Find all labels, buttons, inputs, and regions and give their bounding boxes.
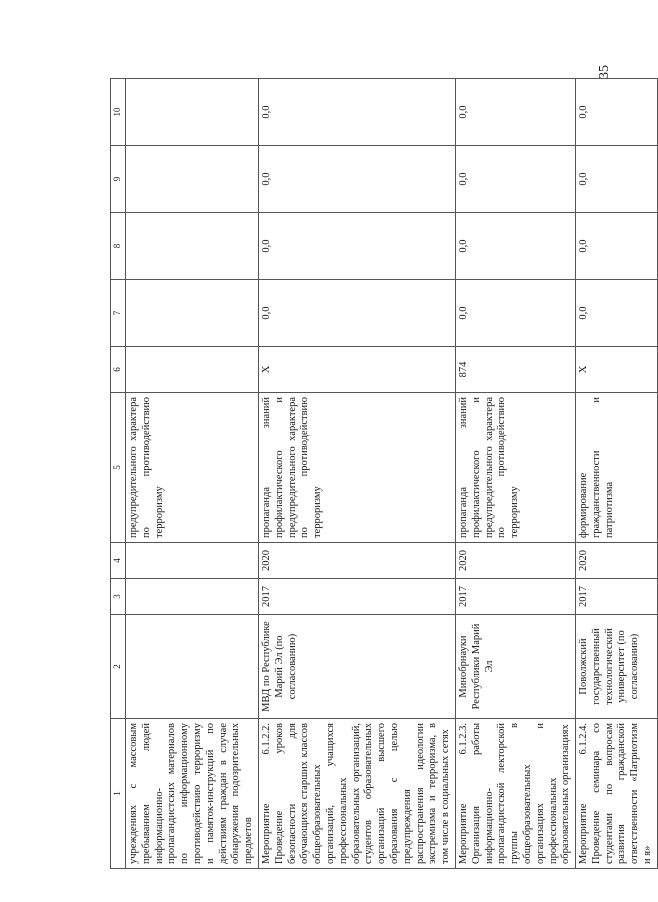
col-number-3: 3: [111, 579, 126, 615]
value-cell-6: X: [258, 347, 455, 393]
page-number: 35: [597, 65, 612, 79]
value-cell-6: 874: [455, 347, 575, 393]
measure-cell: Мероприятие 6.1.2.3. Организация работы информационно-пропагандистской лекторской группы в общеобразовательных организациях и профессиональных образовательных организациях: [455, 719, 575, 869]
start-year-cell: 2017: [455, 579, 575, 615]
end-year-cell: 2020: [258, 543, 455, 579]
value-cell-8: 0,0: [576, 213, 658, 280]
measure-cell: Мероприятие 6.1.2.4. Проведение семинара со студентами по вопросам развития гражданской ответственности «Патриотизм и я»: [576, 719, 658, 869]
executor-cell: МВД по Республике Марий Эл (по согласованию): [258, 615, 455, 719]
value-cell-10: 0,0: [455, 79, 575, 146]
value-cell-9: 0,0: [455, 146, 575, 213]
value-cell-8: [126, 213, 259, 280]
table-row: [258, 79, 455, 869]
value-cell-8: 0,0: [258, 213, 455, 280]
value-cell-7: 0,0: [455, 280, 575, 347]
rotated-page-content: [110, 79, 654, 869]
result-cell: пропаганда знаний профилактического и предупредительного характера по противодействию терроризму: [455, 393, 575, 543]
table-row: [455, 79, 575, 869]
value-cell-6: [126, 347, 259, 393]
col-number-7: 7: [111, 280, 126, 347]
col-number-5: 5: [111, 393, 126, 543]
value-cell-7: [126, 280, 259, 347]
col-number-2: 2: [111, 615, 126, 719]
value-cell-10: 0,0: [258, 79, 455, 146]
header-numbers-row: [111, 79, 126, 869]
col-number-10: 10: [111, 79, 126, 146]
value-cell-9: 0,0: [258, 146, 455, 213]
table-row: [126, 79, 259, 869]
result-cell: пропаганда знаний профилактического и предупредительного характера по противодействию терроризму: [258, 393, 455, 543]
start-year-cell: [126, 579, 259, 615]
value-cell-7: 0,0: [576, 280, 658, 347]
result-cell: предупредительного характера по противодействию терроризму: [126, 393, 259, 543]
measure-cell: учреждениях с массовым пребыванием людей информационно-пропагандистских материалов по информационному противодействию терроризму и памяток-инструкций по действиям граждан в случае обнаружения подозрительных предметов: [126, 719, 259, 869]
executor-cell: [126, 615, 259, 719]
executor-cell: Минобрнауки Республики Марий Эл: [455, 615, 575, 719]
value-cell-9: 0,0: [576, 146, 658, 213]
value-cell-8: 0,0: [455, 213, 575, 280]
value-cell-6: X: [576, 347, 658, 393]
start-year-cell: 2017: [258, 579, 455, 615]
measure-cell: Мероприятие 6.1.2.2. Проведение уроков безопасности для обучающихся старших классов общеобразовательных организаций, учащихся профессиональных образовательных организаций, студентов образовательных организаций высшего образования с целью предупреждения распространения идеологии экстремизма и терроризма, в том числе в социальных сетях: [258, 719, 455, 869]
end-year-cell: 2020: [455, 543, 575, 579]
col-number-4: 4: [111, 543, 126, 579]
col-number-9: 9: [111, 146, 126, 213]
value-cell-9: [126, 146, 259, 213]
value-cell-10: 0,0: [576, 79, 658, 146]
col-number-6: 6: [111, 347, 126, 393]
program-table: [110, 78, 658, 869]
value-cell-7: 0,0: [258, 280, 455, 347]
executor-cell: Поволжский государственный технологический университет (по согласованию): [576, 615, 658, 719]
result-cell: формирование гражданственности и патриотизма: [576, 393, 658, 543]
table-row: [576, 79, 658, 869]
col-number-8: 8: [111, 213, 126, 280]
end-year-cell: 2020: [576, 543, 658, 579]
value-cell-10: [126, 79, 259, 146]
col-number-1: 1: [111, 719, 126, 869]
start-year-cell: 2017: [576, 579, 658, 615]
end-year-cell: [126, 543, 259, 579]
